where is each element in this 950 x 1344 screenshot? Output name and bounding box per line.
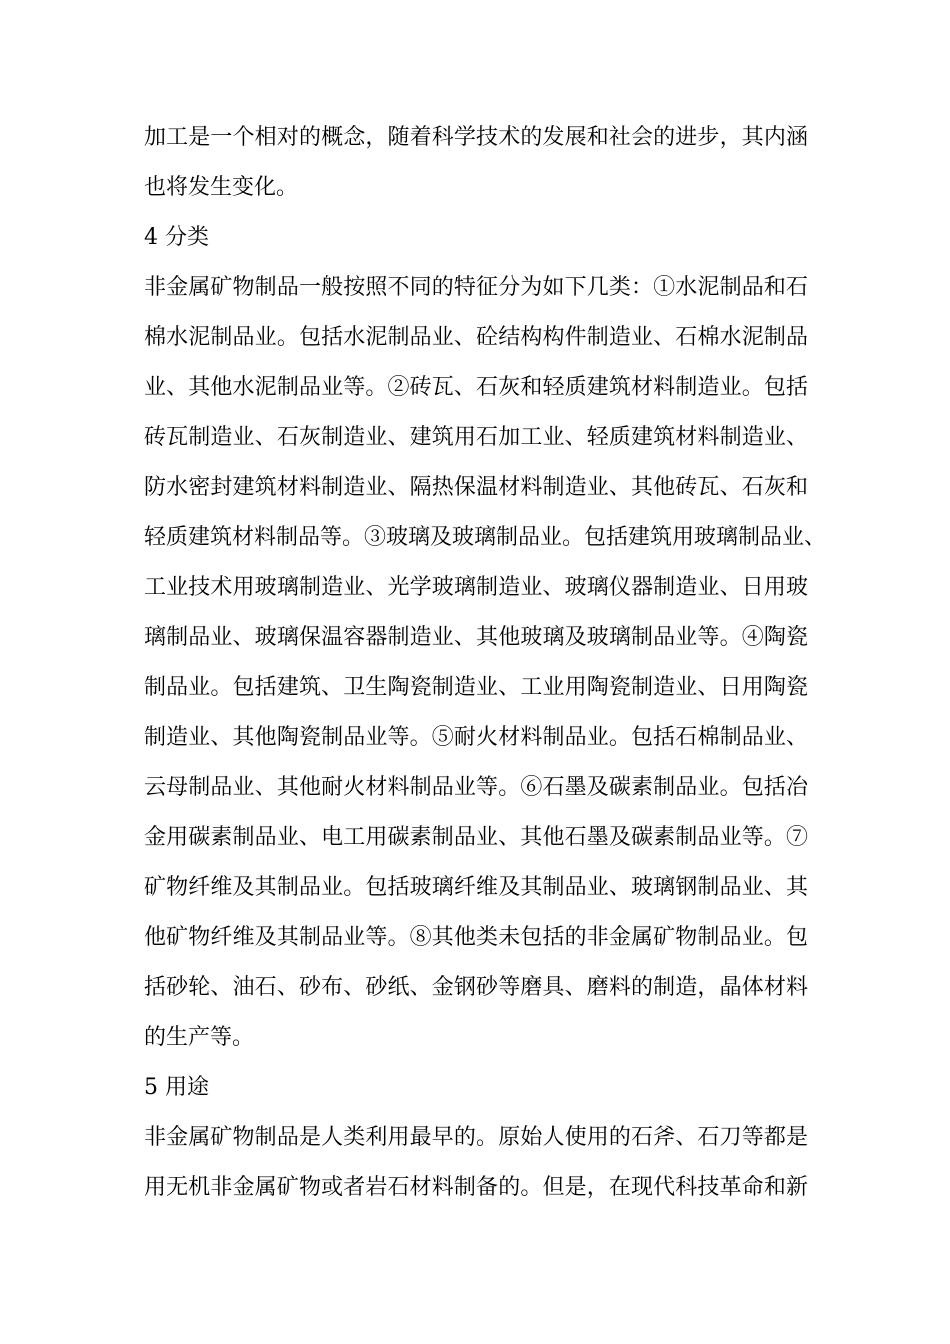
paragraph-line: 非金属矿物制品是人类利用最早的。原始人使用的石斧、石刀等都是	[144, 1125, 808, 1150]
paragraph-line: 金用碳素制品业、电工用碳素制品业、其他石墨及碳素制品业等。⑦	[144, 825, 808, 850]
paragraph-line: 也将发生变化。	[144, 175, 299, 200]
paragraph-line: 括砂轮、油石、砂布、砂纸、金钢砂等磨具、磨料的制造，晶体材料	[144, 975, 808, 1000]
paragraph-line: 业、其他水泥制品业等。②砖瓦、石灰和轻质建筑材料制造业。包括	[144, 375, 808, 400]
paragraph-line: 加工是一个相对的概念，随着科学技术的发展和社会的进步，其内涵	[144, 125, 808, 150]
paragraph-line: 矿物纤维及其制品业。包括玻璃纤维及其制品业、玻璃钢制品业、其	[144, 875, 808, 900]
section-heading-uses: 5 用途	[144, 1075, 209, 1100]
section-heading-classification: 4 分类	[144, 225, 209, 250]
paragraph-line: 工业技术用玻璃制造业、光学玻璃制造业、玻璃仪器制造业、日用玻	[144, 575, 808, 600]
document-body	[144, 113, 827, 1213]
paragraph-line: 轻质建筑材料制品等。③玻璃及玻璃制品业。包括建筑用玻璃制品业、	[144, 525, 827, 550]
paragraph-line: 防水密封建筑材料制造业、隔热保温材料制造业、其他砖瓦、石灰和	[144, 475, 808, 500]
paragraph-line: 的生产等。	[144, 1025, 255, 1050]
paragraph-line: 云母制品业、其他耐火材料制品业等。⑥石墨及碳素制品业。包括冶	[144, 775, 808, 800]
paragraph-line: 他矿物纤维及其制品业等。⑧其他类未包括的非金属矿物制品业。包	[144, 925, 808, 950]
paragraph-line: 用无机非金属矿物或者岩石材料制备的。但是，在现代科技革命和新	[144, 1175, 808, 1200]
paragraph-line: 制造业、其他陶瓷制品业等。⑤耐火材料制品业。包括石棉制品业、	[144, 725, 808, 750]
paragraph-line: 非金属矿物制品一般按照不同的特征分为如下几类：①水泥制品和石	[144, 275, 808, 300]
paragraph-line: 砖瓦制造业、石灰制造业、建筑用石加工业、轻质建筑材料制造业、	[144, 425, 808, 450]
paragraph-line: 制品业。包括建筑、卫生陶瓷制造业、工业用陶瓷制造业、日用陶瓷	[144, 675, 808, 700]
paragraph-line: 棉水泥制品业。包括水泥制品业、砼结构构件制造业、石棉水泥制品	[144, 325, 808, 350]
paragraph-line: 璃制品业、玻璃保温容器制造业、其他玻璃及玻璃制品业等。④陶瓷	[144, 625, 808, 650]
